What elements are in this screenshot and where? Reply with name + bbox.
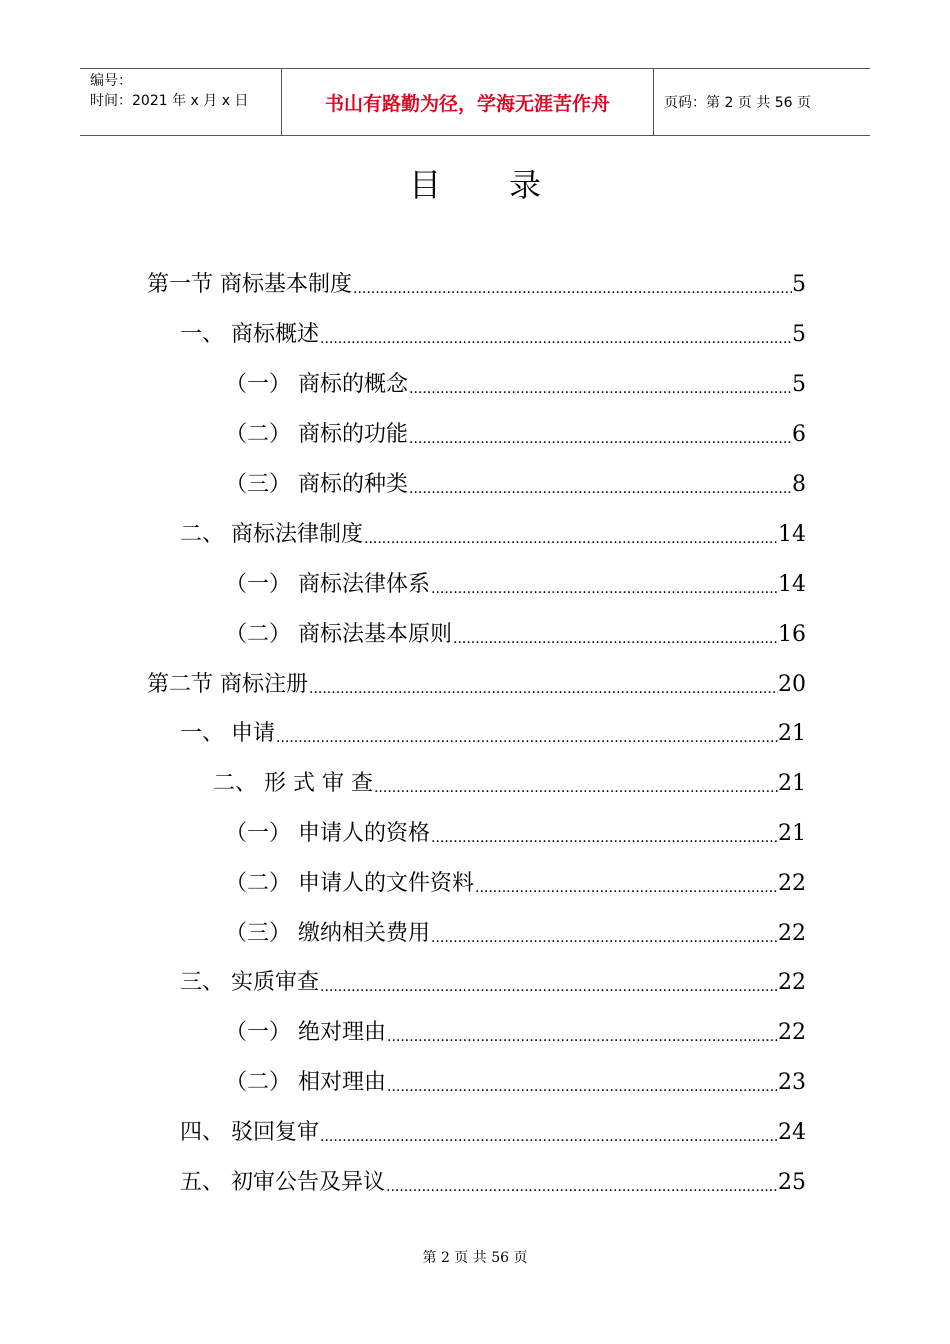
toc-leader-dots xyxy=(452,630,778,648)
toc-entry[interactable] xyxy=(180,956,806,996)
toc-entry[interactable] xyxy=(225,1056,806,1096)
toc-leader-dots xyxy=(430,580,778,598)
toc-leader-dots xyxy=(408,430,792,448)
toc-leader-dots xyxy=(319,978,778,996)
toc-entry-label: （三） 商标的种类 xyxy=(225,472,408,497)
toc-entry[interactable] xyxy=(147,658,806,698)
toc-entry-label: 二、 形 式 审 查 xyxy=(213,771,373,796)
toc-entry-page: 21 xyxy=(778,721,806,746)
toc-entry-label: 一、 商标概述 xyxy=(180,322,319,347)
toc-leader-dots xyxy=(275,729,778,747)
toc-entry[interactable] xyxy=(180,508,806,548)
toc-entry-label: 第一节 商标基本制度 xyxy=(147,272,352,297)
toc-entry-label: 二、 商标法律制度 xyxy=(180,522,363,547)
toc-entry-page: 22 xyxy=(778,871,806,896)
toc-entry-label: （一） 商标法律体系 xyxy=(225,572,430,597)
toc-entry-page: 14 xyxy=(778,522,806,547)
toc-entry-label: （一） 商标的概念 xyxy=(225,372,408,397)
toc-entry-page: 22 xyxy=(778,921,806,946)
header-page-info: 页码：第 2 页 共 56 页 xyxy=(664,95,811,111)
toc-entry[interactable] xyxy=(147,258,806,298)
toc-leader-dots xyxy=(474,879,778,897)
toc-entry-label: （一） 申请人的资格 xyxy=(225,821,430,846)
toc-entry-page: 22 xyxy=(778,970,806,995)
toc-entry-page: 24 xyxy=(778,1120,806,1145)
page-header xyxy=(80,68,870,136)
toc-entry-label: 五、 初审公告及异议 xyxy=(180,1170,385,1195)
toc-leader-dots xyxy=(363,530,778,548)
toc-entry-page: 21 xyxy=(778,821,806,846)
toc-entry-label: （二） 商标的功能 xyxy=(225,422,408,447)
toc-entry-page: 14 xyxy=(778,572,806,597)
toc-entry-label: （二） 申请人的文件资料 xyxy=(225,871,474,896)
toc-entry-label: 一、 申请 xyxy=(180,721,275,746)
toc-leader-dots xyxy=(430,829,778,847)
toc-entry[interactable] xyxy=(225,907,806,947)
header-motto: 书山有路勤为径，学海无涯苦作舟 xyxy=(282,69,654,135)
toc-leader-dots xyxy=(319,1128,778,1146)
toc-leader-dots xyxy=(308,680,778,698)
toc-entry[interactable] xyxy=(180,707,806,747)
document-date-label: 时间：2021 年 x 月 x 日 xyxy=(90,93,249,109)
toc-entry[interactable] xyxy=(180,308,806,348)
toc-entry[interactable] xyxy=(225,1006,806,1046)
toc-entry[interactable] xyxy=(225,408,806,448)
toc-entry[interactable] xyxy=(225,458,806,498)
toc-entry-page: 5 xyxy=(792,272,806,297)
toc-entry[interactable] xyxy=(225,558,806,598)
toc-entry-label: （三） 缴纳相关费用 xyxy=(225,921,430,946)
page-footer: 第 2 页 共 56 页 xyxy=(422,1250,528,1266)
toc-leader-dots xyxy=(386,1028,778,1046)
header-meta xyxy=(80,69,282,135)
toc-entry-label: 四、 驳回复审 xyxy=(180,1120,319,1145)
toc-entry-label: （二） 相对理由 xyxy=(225,1070,386,1095)
toc-entry[interactable] xyxy=(213,757,806,797)
toc-leader-dots xyxy=(408,380,792,398)
toc-entry-page: 20 xyxy=(778,672,806,697)
toc-title: 目录 xyxy=(408,166,609,204)
toc-entry[interactable] xyxy=(225,807,806,847)
toc-entry-page: 5 xyxy=(792,322,806,347)
toc-entry-label: 三、 实质审查 xyxy=(180,970,319,995)
toc-entry-page: 5 xyxy=(792,372,806,397)
toc-entry[interactable] xyxy=(225,358,806,398)
toc-entry-page: 25 xyxy=(778,1170,806,1195)
toc-leader-dots xyxy=(408,480,792,498)
toc-entry-label: （一） 绝对理由 xyxy=(225,1020,386,1045)
document-number-label: 编号： xyxy=(90,73,132,89)
toc-leader-dots xyxy=(352,280,792,298)
toc-entry-page: 21 xyxy=(778,771,806,796)
toc-entry-label: 第二节 商标注册 xyxy=(147,672,308,697)
toc-entry[interactable] xyxy=(225,608,806,648)
toc-leader-dots xyxy=(319,330,792,348)
toc-leader-dots xyxy=(430,929,778,947)
toc-entry[interactable] xyxy=(180,1156,806,1196)
toc-entry-page: 16 xyxy=(778,622,806,647)
toc-leader-dots xyxy=(373,779,778,797)
toc-entry-page: 6 xyxy=(792,422,806,447)
toc-entry[interactable] xyxy=(180,1106,806,1146)
toc-entry-page: 22 xyxy=(778,1020,806,1045)
toc-entry-page: 8 xyxy=(792,472,806,497)
toc-entry-label: （二） 商标法基本原则 xyxy=(225,622,452,647)
toc-entry-page: 23 xyxy=(778,1070,806,1095)
toc-leader-dots xyxy=(386,1078,778,1096)
toc-entry[interactable] xyxy=(225,857,806,897)
toc-leader-dots xyxy=(385,1178,778,1196)
